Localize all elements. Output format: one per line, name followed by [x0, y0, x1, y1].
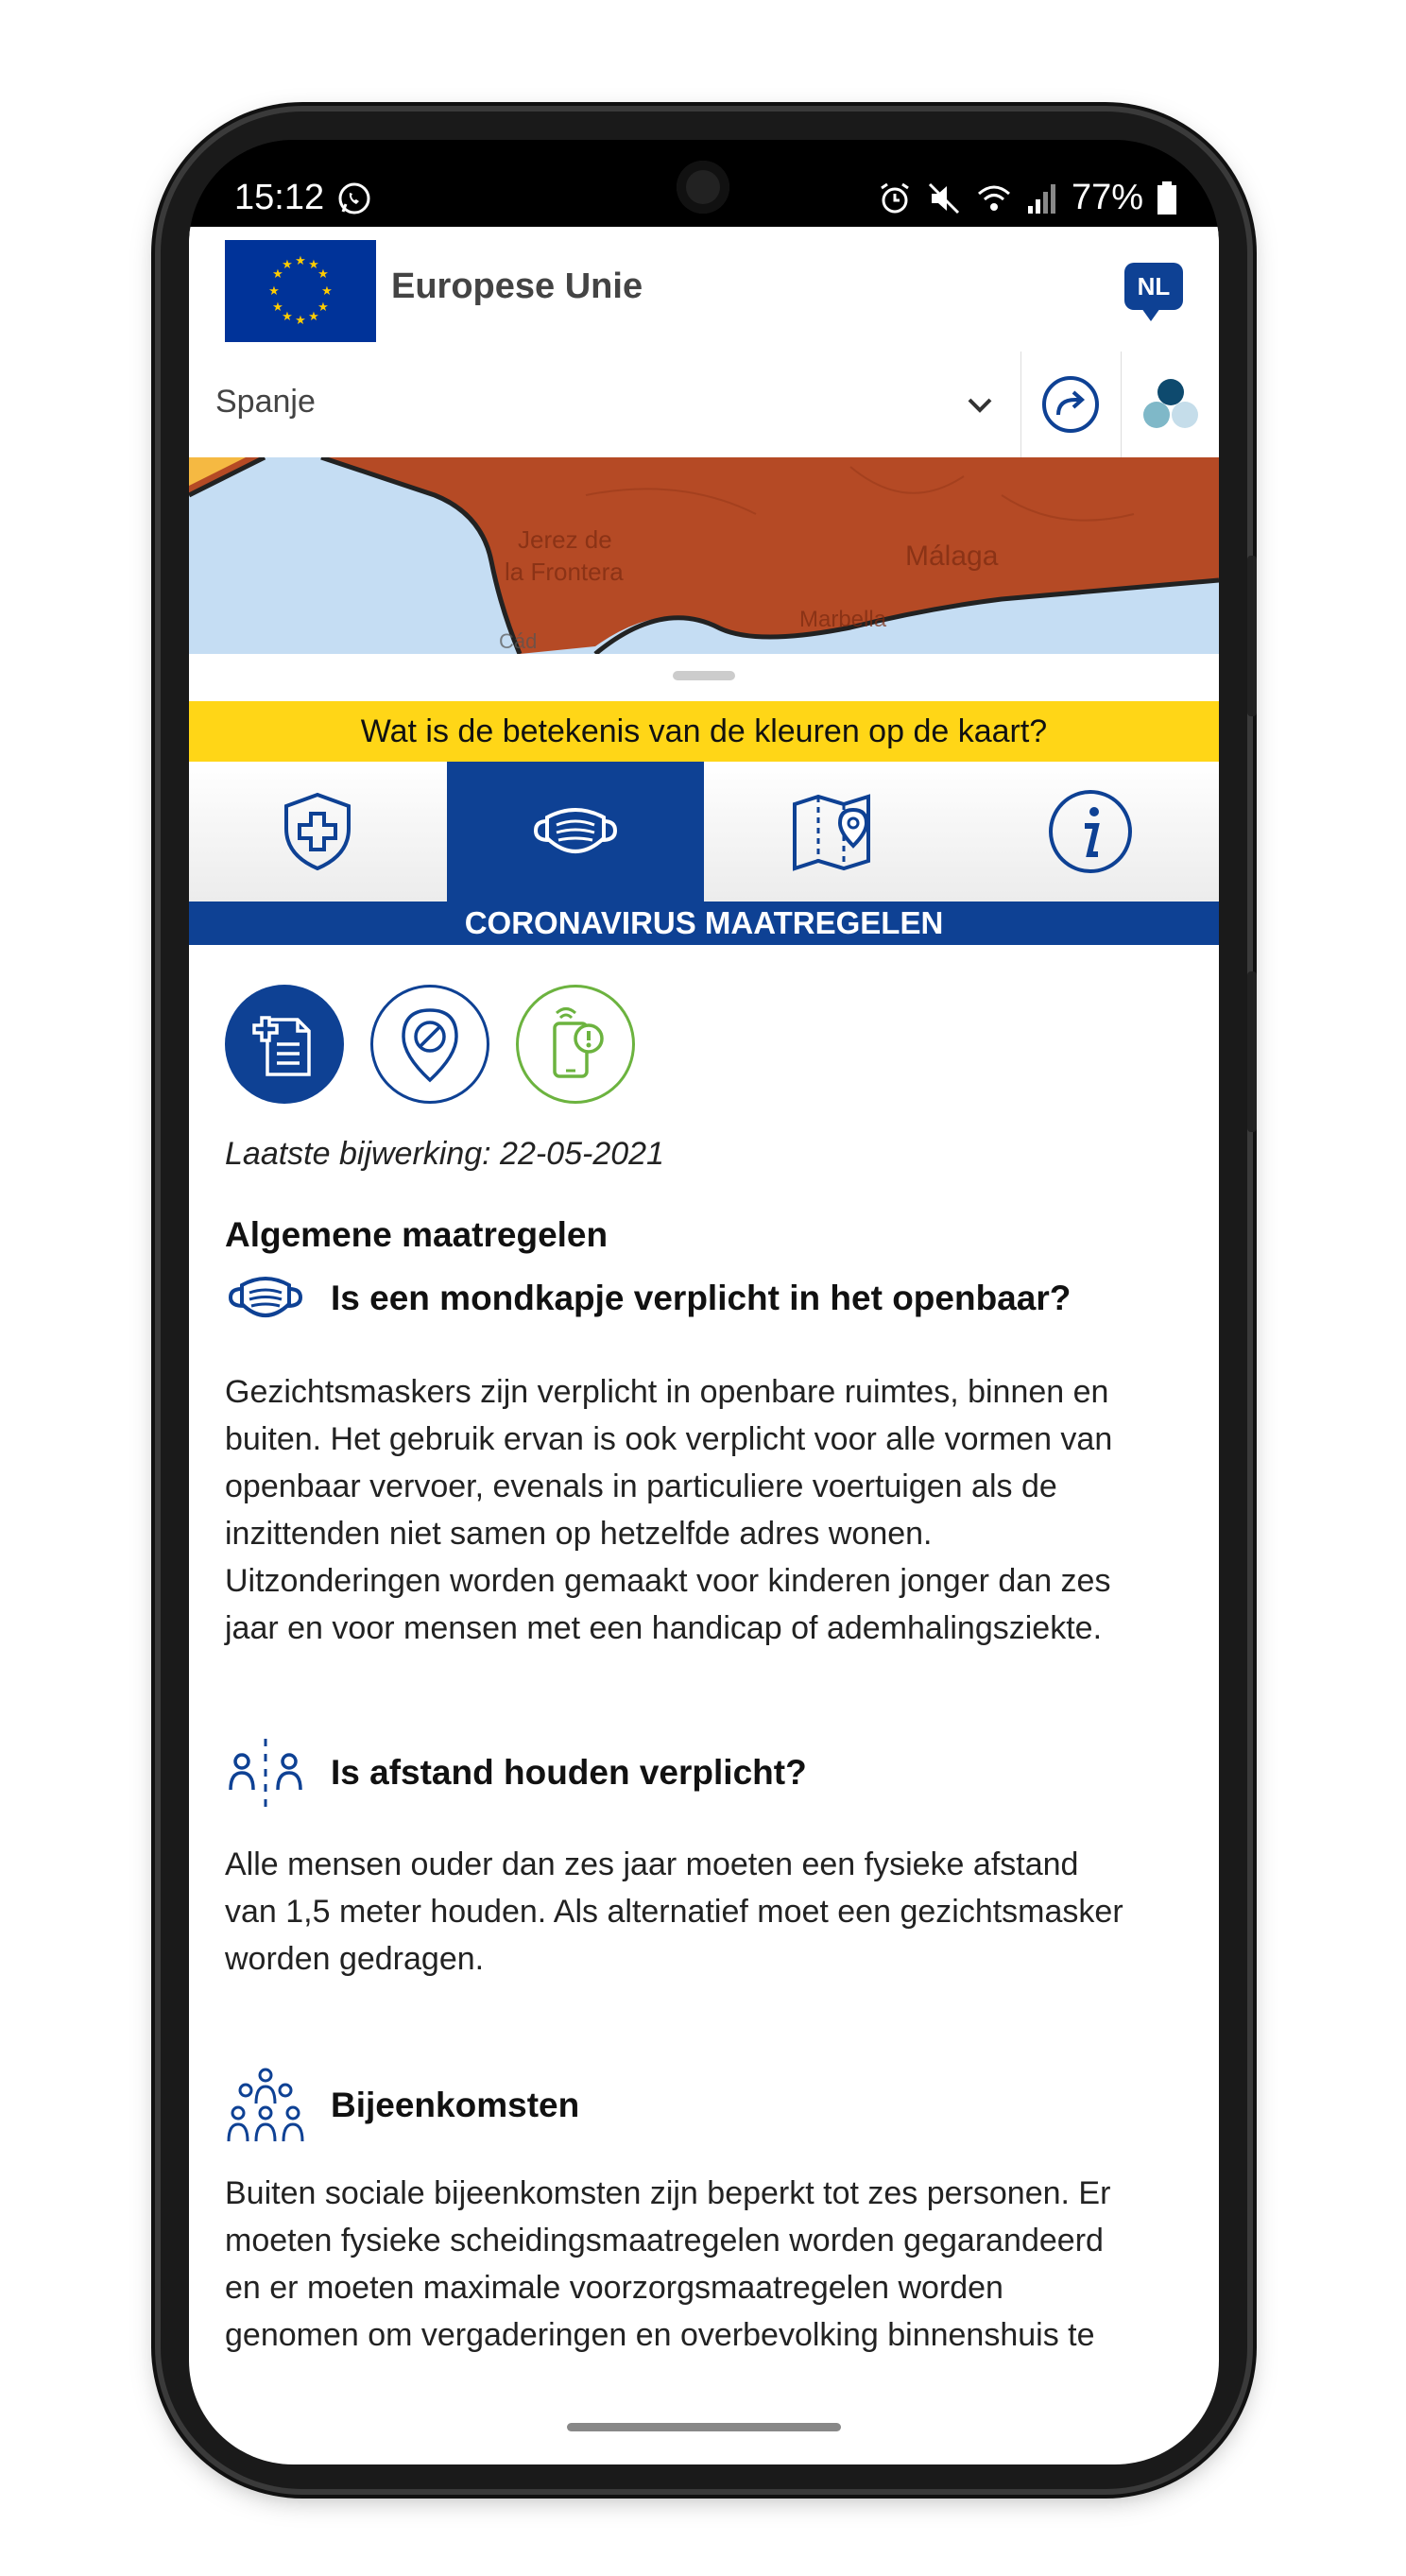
map-view[interactable]	[189, 457, 1219, 654]
svg-text:★: ★	[295, 254, 306, 268]
contact-tracing-app-icon	[538, 1005, 613, 1084]
bottom-sheet-handle[interactable]	[673, 671, 735, 680]
map-label-jerez: Jerez de	[518, 525, 612, 554]
svg-text:★: ★	[272, 267, 283, 282]
mute-icon	[926, 180, 962, 216]
question-distance	[225, 1735, 807, 1811]
question-title: Is afstand houden verplicht?	[331, 1753, 807, 1792]
paragraph-line: buiten. Het gebruik ervan is ook verplicht voor alle vormen van	[225, 1421, 1113, 1457]
paragraph-line: Uitzonderingen worden gemaakt voor kinderen jonger dan zes	[225, 1563, 1111, 1599]
paragraph-line: Buiten sociale bijeenkomsten zijn beperkt tot zes personen. Er	[225, 2175, 1111, 2211]
section-title: Algemene maatregelen	[225, 1215, 609, 1254]
svg-text:★: ★	[321, 284, 333, 299]
eu-flag-logo	[225, 240, 376, 342]
medical-document-icon	[247, 1006, 322, 1082]
country-select[interactable]: Spanje	[215, 384, 316, 420]
status-bar	[189, 140, 1219, 227]
tab-health[interactable]	[189, 762, 447, 902]
answer-mask	[225, 1368, 1189, 1652]
app-header	[189, 227, 1219, 352]
map-label-cadiz: Cád	[499, 629, 538, 653]
screen	[189, 140, 1219, 2464]
svg-text:★: ★	[317, 267, 329, 282]
share-button[interactable]	[1020, 352, 1120, 457]
answer-distance	[225, 1841, 1189, 1983]
power-button	[1247, 971, 1257, 1132]
alarm-icon	[877, 180, 913, 216]
tab-info[interactable]	[962, 762, 1220, 902]
app-content	[189, 227, 1219, 2398]
travel-map-icon	[785, 789, 880, 874]
signal-icon	[1026, 181, 1058, 215]
question-title: Is een mondkapje verplicht in het openbaar?	[331, 1279, 1072, 1317]
last-updated: Laatste bijwerking: 22-05-2021	[225, 1136, 664, 1172]
paragraph-line: worden gedragen.	[225, 1941, 485, 1977]
paragraph-line: Alle mensen ouder dan zes jaar moeten een fysieke afstand	[225, 1846, 1079, 1882]
clock: 15:12	[234, 178, 325, 217]
country-selector-bar	[189, 352, 1219, 458]
map-layers-button[interactable]	[1121, 352, 1219, 457]
paragraph-line: genomen om vergaderingen en overbevolking binnenshuis te	[225, 2317, 1095, 2353]
map-label-malaga: Málaga	[905, 541, 999, 572]
sub-contact-tracing-button[interactable]	[516, 985, 635, 1104]
group-people-icon	[225, 2066, 306, 2145]
svg-text:★: ★	[317, 301, 329, 315]
active-tab-title: CORONAVIRUS MAATREGELEN	[189, 902, 1219, 945]
map-label-marbella: Marbella	[799, 607, 887, 632]
layers-icon	[1138, 373, 1204, 436]
paragraph-line: inzittenden niet samen op hetzelfde adres wonen.	[225, 1516, 933, 1552]
tab-coronavirus-measures[interactable]	[447, 762, 705, 902]
map-legend-link[interactable]: Wat is de betekenis van de kleuren op de kaart?	[189, 701, 1219, 762]
question-title: Bijeenkomsten	[331, 2086, 580, 2124]
paragraph-line: jaar en voor mensen met een handicap of ademhalingsziekte.	[225, 1610, 1103, 1646]
front-camera	[677, 161, 729, 214]
restricted-location-icon	[392, 1005, 468, 1084]
whatsapp-icon	[335, 180, 373, 217]
svg-text:★: ★	[295, 314, 306, 328]
face-mask-icon	[225, 1262, 306, 1334]
header-title: Europese Unie	[391, 266, 643, 306]
paragraph-line: en er moeten maximale voorzorgsmaatregelen worden	[225, 2270, 1003, 2306]
sub-restrictions-button[interactable]	[370, 985, 489, 1104]
category-tabs	[189, 762, 1219, 902]
volume-button	[1247, 556, 1257, 716]
svg-text:★: ★	[308, 258, 319, 272]
svg-text:★: ★	[272, 301, 283, 315]
home-gesture-pill[interactable]	[567, 2423, 841, 2431]
question-gatherings	[225, 2066, 579, 2145]
paragraph-line: van 1,5 meter houden. Als alternatief moet een gezichtsmasker	[225, 1894, 1123, 1930]
status-icons	[877, 178, 1177, 218]
svg-text:★: ★	[308, 310, 319, 324]
face-mask-icon	[528, 789, 623, 874]
social-distance-icon	[225, 1735, 306, 1811]
eu-stars-icon	[225, 240, 376, 342]
sub-general-measures-button[interactable]	[225, 985, 344, 1104]
battery-icon	[1157, 181, 1177, 215]
health-shield-icon	[275, 789, 360, 874]
svg-text:★: ★	[282, 310, 293, 324]
status-time	[234, 178, 373, 218]
sub-category-buttons	[225, 985, 635, 1104]
paragraph-line: moeten fysieke scheidingsmaatregelen worden gegarandeerd	[225, 2223, 1104, 2258]
paragraph-line: openbaar vervoer, evenals in particuliere voertuigen als de	[225, 1468, 1057, 1504]
paragraph-line: Gezichtsmaskers zijn verplicht in openbare ruimtes, binnen en	[225, 1374, 1109, 1410]
wifi-icon	[975, 180, 1013, 216]
tab-travel-map[interactable]	[704, 762, 962, 902]
chevron-down-icon[interactable]	[964, 389, 996, 421]
battery-percentage: 77%	[1071, 178, 1143, 217]
svg-text:★: ★	[282, 258, 293, 272]
svg-text:★: ★	[268, 284, 280, 299]
map-label-frontera: la Frontera	[505, 558, 624, 586]
language-button[interactable]: NL	[1124, 263, 1183, 310]
share-icon	[1039, 373, 1102, 436]
info-icon	[1045, 786, 1136, 877]
answer-gatherings	[225, 2170, 1189, 2359]
gesture-bar	[189, 2398, 1219, 2464]
question-mask	[225, 1262, 1071, 1334]
map-canvas	[189, 457, 1219, 654]
